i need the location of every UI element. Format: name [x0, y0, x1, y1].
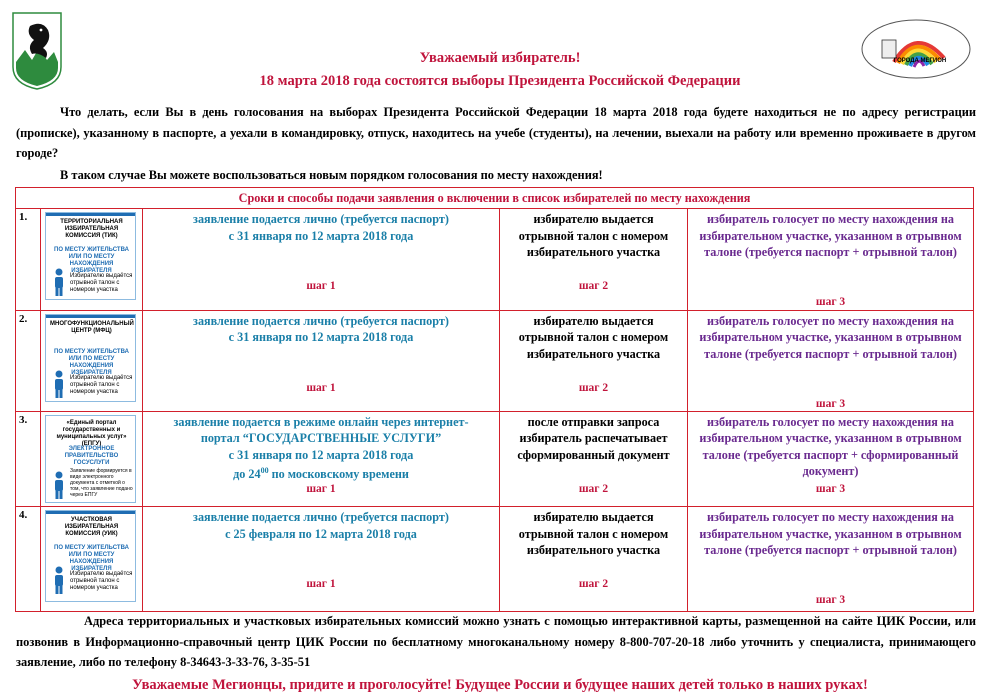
row-illustration [41, 507, 143, 612]
ticket-issue [500, 209, 688, 311]
step-label: шаг 3 [815, 397, 846, 410]
step-label: шаг 2 [578, 280, 609, 293]
tik-card [45, 212, 136, 300]
step-label: шаг 1 [306, 482, 336, 495]
voter-icon [51, 370, 67, 398]
table-row [16, 411, 974, 507]
voting-procedure [688, 507, 974, 612]
closing-appeal: Уважаемые Мегионцы, придите и проголосуйте! Будущее России и будущее наших детей только в наших руках! [132, 677, 868, 693]
card-title: МНОГОФУНКЦИОНАЛЬНЫЙ ЦЕНТР (МФЦ) [50, 320, 134, 334]
ticket-text: избирателю выдается отрывной талон с номером избирательного участка [518, 313, 669, 361]
card-note: Избирателю выдаётся отрывной талон с номером участка [70, 273, 133, 294]
ticket-issue [500, 507, 688, 612]
row-illustration [41, 209, 143, 311]
table-header: Сроки и способы подачи заявления о включении в список избирателей по месту нахождения [16, 188, 974, 209]
page-subtitle: 18 марта 2018 года состоятся выборы Президента Российской Федерации [259, 73, 741, 89]
step-label: шаг 3 [815, 594, 846, 607]
row-number: 3. [16, 411, 41, 507]
application-method [143, 507, 500, 612]
step-label: шаг 3 [815, 296, 846, 309]
row-number: 1. [16, 209, 41, 311]
application-method [143, 411, 500, 507]
card-subtitle: ПО МЕСТУ ЖИТЕЛЬСТВА ИЛИ ПО МЕСТУ НАХОЖДЕНИЯ ИЗБИРАТЕЛЯ [54, 348, 129, 376]
application-text: заявление подается лично (требуется паспорт) с 25 февраля по 12 марта 2018 года [193, 510, 449, 541]
intro-answer: В таком случае Вы можете воспользоваться новым порядком голосования по месту нахождения! [60, 168, 603, 182]
card-note: Избирателю выдаётся отрывной талон с номером участка [70, 571, 133, 592]
page-title: Уважаемый избиратель! [419, 50, 581, 66]
table-row [16, 209, 974, 311]
application-deadline: до $24^{00}$ по московскому времени [233, 466, 409, 482]
card-note: Избирателю выдаётся отрывной талон с номером участка [70, 374, 133, 395]
card-subtitle: ПО МЕСТУ ЖИТЕЛЬСТВА ИЛИ ПО МЕСТУ НАХОЖДЕНИЯ ИЗБИРАТЕЛЯ [54, 545, 129, 573]
step-label: шаг 2 [578, 482, 609, 495]
intro-question: Что делать, если Вы в день голосования на выборах Президента Российской Федерации 18 марта 2018 года будете находиться не по адресу регистрации (прописке), указанному в паспорте, а уехали в командировку, отпуск, находитесь на учебе (студенты), на лечении, выехали на работу или временно проживаете в другом городе? [16, 105, 976, 160]
voting-procedure [688, 310, 974, 411]
ticket-text: избирателю выдается отрывной талон с номером избирательного участка [518, 510, 669, 558]
voting-procedure [688, 411, 974, 507]
card-title: «Единый портал государственных и муниципальных услуг» (ЕПГУ) [56, 419, 127, 447]
commission-addresses-info: Адреса территориальных и участковых избирательных комиссий можно узнать с помощью интерактивной карты, размещенной на сайте ЦИК России, или позвонив в Информационно-справочный центр ЦИК России по бесплатному многоканальному номеру 8-800-707-20-18 либо уточнить у специалиста, принимающего заявление, либо по телефону 8-34643-3-33-76, 3-35-51 [16, 614, 976, 669]
ticket-issue [500, 411, 688, 507]
voter-icon [51, 471, 67, 499]
tik-logo-icon [860, 18, 972, 80]
application-text: заявление подается в режиме онлайн через интернет-портал “ГОСУДАРСТВЕННЫЕ УСЛУГИ” [173, 414, 469, 446]
step-label: шаг 1 [306, 280, 336, 293]
epgu-card [45, 415, 136, 503]
step-label: шаг 1 [306, 381, 336, 394]
card-title: ТЕРРИТОРИАЛЬНАЯ ИЗБИРАТЕЛЬНАЯ КОМИССИЯ (ТИК) [60, 219, 123, 240]
application-text: заявление подается лично (требуется паспорт) с 31 января по 12 марта 2018 года [193, 212, 449, 243]
voter-icon [51, 566, 67, 594]
row-illustration [41, 310, 143, 411]
step-label: шаг 2 [578, 578, 609, 591]
application-method [143, 209, 500, 311]
tik-logo-caption: ГОРОДА МЕГИОН [893, 58, 947, 64]
voting-text: избиратель голосует по месту нахождения на избирательном участке, указанном в отрывном талоне (требуется паспорт + отрывной талон) [699, 510, 962, 558]
application-dates: с 31 января по 12 марта 2018 года [228, 447, 414, 462]
application-text: заявление подается лично (требуется паспорт) с 31 января по 12 марта 2018 года [193, 313, 449, 345]
card-note: Заявление формируется в виде электронного документа с отметкой о том, что заявление подано через ЕПГУ [70, 467, 133, 498]
table-row [16, 310, 974, 411]
card-subtitle: ЭЛЕКТРОННОЕ ПРАВИТЕЛЬСТВО ГОСУСЛУГИ [64, 445, 119, 466]
table-row [16, 507, 974, 612]
voting-text: избиратель голосует по месту нахождения на избирательном участке, указанном в отрывном талоне (требуется паспорт + отрывной талон) [699, 212, 962, 260]
step-label: шаг 2 [578, 381, 609, 394]
row-number: 4. [16, 507, 41, 612]
step-label: шаг 1 [306, 578, 336, 591]
card-title: УЧАСТКОВАЯ ИЗБИРАТЕЛЬНАЯ КОМИССИЯ (УИК) [64, 517, 119, 538]
voting-text: избиратель голосует по месту нахождения на избирательном участке, указанном в отрывном талоне (требуется паспорт + сформированный документ) [699, 414, 962, 479]
ticket-text: избирателю выдается отрывной талон с номером избирательного участка [518, 212, 669, 260]
row-number: 2. [16, 310, 41, 411]
step-label: шаг 3 [815, 482, 846, 495]
mfc-card [45, 314, 136, 402]
voting-procedure [688, 209, 974, 311]
voter-icon [51, 268, 67, 296]
uik-card [45, 510, 136, 602]
row-illustration [41, 411, 143, 507]
card-subtitle: ПО МЕСТУ ЖИТЕЛЬСТВА ИЛИ ПО МЕСТУ НАХОЖДЕНИЯ ИЗБИРАТЕЛЯ [54, 247, 129, 275]
voting-text: избиратель голосует по месту нахождения на избирательном участке, указанном в отрывном талоне (требуется паспорт + отрывной талон) [699, 313, 962, 361]
voting-steps-table [15, 187, 974, 612]
ticket-text: после отправки запроса избиратель распечатывает сформированный документ [517, 414, 670, 462]
ticket-issue [500, 310, 688, 411]
application-method [143, 310, 500, 411]
